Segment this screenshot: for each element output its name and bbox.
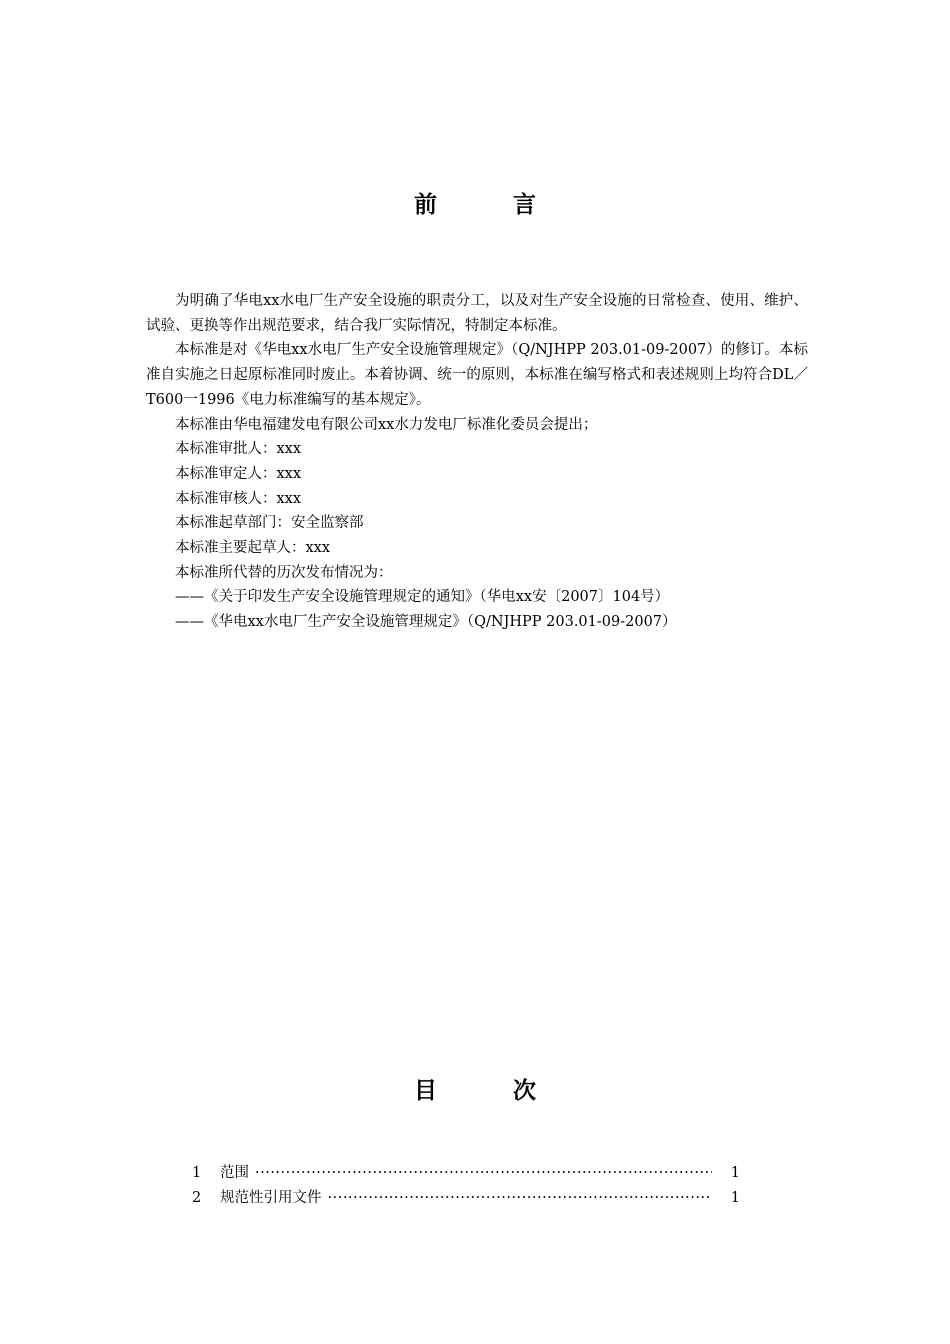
toc-dot-leader (328, 1186, 713, 1211)
toc-entry-number: 2 (192, 1189, 202, 1206)
toc-entry-title: 规范性引用文件 (220, 1189, 322, 1206)
preface-reviewer-line: 本标准审核人：xxx (175, 490, 302, 507)
preface-paragraph-2: 本标准是对《华电xx水电厂生产安全设施管理规定》（Q/NJHPP 203.01-09-2007）的修订。本标准自实施之日起原标准同时废止。本着协调、统一的原则，本标准在编写格式和表述规则上均符合DL／T600一1996《电力标准编写的基本规定》。 (146, 342, 808, 408)
preface-history-item-1: ——《关于印发生产安全设施管理规定的通知》（华电xx安〔2007〕104号） (175, 589, 670, 606)
preface-paragraph-1: 为明确了华电xx水电厂生产安全设施的职责分工，以及对生产安全设施的日常检查、使用、维护、试验、更换等作出规范要求，结合我厂实际情况，特制定本标准。 (146, 293, 808, 334)
toc-title: 目 次 (413, 1078, 570, 1104)
preface-history-intro-line: 本标准所代替的历次发布情况为： (175, 564, 393, 581)
preface-approver-line: 本标准审批人：xxx (175, 441, 302, 458)
preface-proposer-line: 本标准由华电福建发电有限公司xx水力发电厂标准化委员会提出； (175, 416, 598, 433)
table-of-contents (192, 1161, 740, 1210)
toc-entry-page: 1 (730, 1189, 740, 1206)
toc-entry-page: 1 (730, 1165, 740, 1181)
toc-entry[interactable] (192, 1186, 740, 1211)
preface-verifier-line: 本标准审定人：xxx (175, 465, 302, 482)
preface-history-item-2: ——《华电xx水电厂生产安全设施管理规定》（Q/NJHPP 203.01-09-2007） (175, 614, 677, 631)
toc-entry-title: 范围 (220, 1165, 249, 1181)
toc-entry-number: 1 (192, 1165, 202, 1181)
preface-drafting-dept-line: 本标准起草部门：安全监察部 (175, 515, 364, 532)
toc-dot-leader (255, 1161, 712, 1186)
toc-entry[interactable] (192, 1161, 740, 1186)
preface-title: 前 言 (413, 192, 570, 218)
preface-drafter-line: 本标准主要起草人：xxx (175, 540, 331, 557)
preface-body (146, 289, 808, 635)
